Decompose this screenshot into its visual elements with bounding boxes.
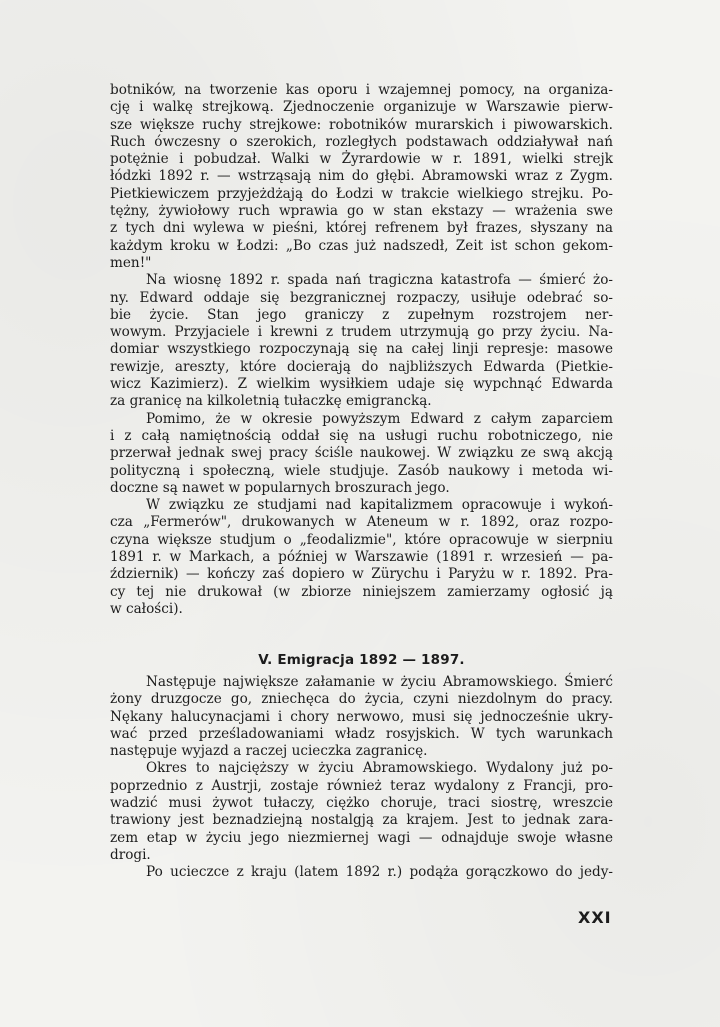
text-line: Pomimo, że w okresie powyższym Edward z całym zaparciem <box>146 410 613 427</box>
text-line: wowym. Przyjaciele i krewni z trudem utrzymują go przy życiu. Na- <box>110 324 613 341</box>
text-line: cję i walkę strejkową. Zjednoczenie organizuje w Warszawie pierw- <box>110 99 613 116</box>
text-line: czyna większe studjum o „feodalizmie", które opracowuje w sierpniu <box>110 531 613 548</box>
text-line: wać przed prześladowaniami władz rosyjskich. W tych warunkach <box>110 725 613 742</box>
body-text-section-1 <box>110 82 613 618</box>
text-line: drogi. <box>110 846 151 863</box>
text-line: Po ucieczce z kraju (latem 1892 r.) podąża gorączkowo do jedy- <box>146 864 613 881</box>
text-line: ździernik) — kończy zaś dopiero w Zürychu i Paryżu w r. 1892. Pra- <box>110 566 613 583</box>
text-line: żony druzgocze go, zniechęca do życia, czyni niezdolnym do pracy. <box>110 691 613 708</box>
text-line: łódzki 1892 r. — wstrząsają nim do głębi. Abramowski wraz z Zygm. <box>110 168 613 185</box>
text-line: trawiony jest beznadziejną nostalgją za krajem. Jest to jednak zara- <box>110 812 613 829</box>
text-line: doczne są nawet w popularnych broszurach jego. <box>110 479 450 496</box>
text-line: Okres to najcięższy w życiu Abramowskiego. Wydalony już po- <box>146 760 613 777</box>
text-line: domiar wszystkiego rozpoczynają się na całej linji represje: masowe <box>110 341 613 358</box>
text-line: 1891 r. w Markach, a później w Warszawie (1891 r. wrzesień — pa- <box>110 549 613 566</box>
body-text-section-2 <box>110 674 613 882</box>
text-line: cza „Fermerów", drukowanych w Ateneum w r. 1892, oraz rozpo- <box>110 514 613 531</box>
text-line: w całości). <box>110 600 183 617</box>
text-line: botników, na tworzenie kas oporu i wzajemnej pomocy, na organiza- <box>110 82 613 98</box>
text-line: tężny, żywiołowy ruch wprawia go w stan ekstazy — wrażenia swe <box>110 203 613 220</box>
text-line: przerwał jednak swej pracy ściśle naukowej. W związku ze swą akcją <box>110 445 613 462</box>
text-line: sze większe ruchy strejkowe: robotników murarskich i piwowarskich. <box>110 116 613 133</box>
text-line: cy tej nie drukował (w zbiorze niniejszem zamierzamy ogłosić ją <box>110 583 613 600</box>
text-line: następuje wyjazd a raczej ucieczka zagranicę. <box>110 743 428 760</box>
page-number: XXI <box>578 908 612 927</box>
text-line: Pietkiewiczem przyjeżdżają do Łodzi w trakcie wielkiego strejku. Po- <box>110 185 613 202</box>
text-line: W związku ze studjami nad kapitalizmem opracowuje i wykoń- <box>146 497 613 514</box>
text-line: każdym kroku w Łodzi: „Bo czas już nadszedł, Zeit ist schon gekom- <box>110 237 613 254</box>
text-line: Na wiosnę 1892 r. spada nań tragiczna katastrofa — śmierć żo- <box>146 272 613 289</box>
text-line: Następuje największe załamanie w życiu Abramowskiego. Śmierć <box>146 674 613 690</box>
text-line: ny. Edward oddaje się bezgranicznej rozpaczy, usiłuje odebrać so- <box>110 289 613 306</box>
text-line: Nękany halucynacjami i chory nerwowo, musi się jednocześnie ukry- <box>110 708 613 725</box>
text-line: bie życie. Stan jego graniczy z zupełnym rozstrojem ner- <box>110 306 613 323</box>
text-line: wadzić musi żywot tułaczy, ciężko choruje, traci siostrę, wreszcie <box>110 795 613 812</box>
text-line: za granicę na kilkoletnią tułaczkę emigrancką. <box>110 393 432 410</box>
text-line: potężnie i pobudzał. Walki w Żyrardowie w r. 1891, wielki strejk <box>110 151 613 168</box>
text-line: rewizje, aresztу, które docierają do najbliższych Edwarda (Pietkie- <box>110 358 613 375</box>
text-line: zem etap w życiu jego niezmiernej wagi — odnajduje swoje własne <box>110 829 613 846</box>
text-line: z tych dni wylewa w pieśni, której refrenem był frazes, słyszany na <box>110 220 613 237</box>
text-line: Ruch ówczesny o szerokich, rozległych podstawach oddziaływał nań <box>110 133 613 150</box>
text-line: men!" <box>110 254 152 271</box>
text-line: wicz Kazimierz). Z wielkim wysiłkiem udaje się wypchnąć Edwarda <box>110 376 613 393</box>
section-heading: V. Emigracja 1892 — 1897. <box>258 652 465 668</box>
text-line: polityczną i społeczną, wiele studjuje. Zasób naukowy i metoda wi- <box>110 462 613 479</box>
text-line: i z całą namiętnością oddał się na usługi ruchu robotniczego, nie <box>110 427 613 444</box>
text-line: poprzednio z Austrji, zostaje również teraz wydalony z Francji, pro- <box>110 777 613 794</box>
